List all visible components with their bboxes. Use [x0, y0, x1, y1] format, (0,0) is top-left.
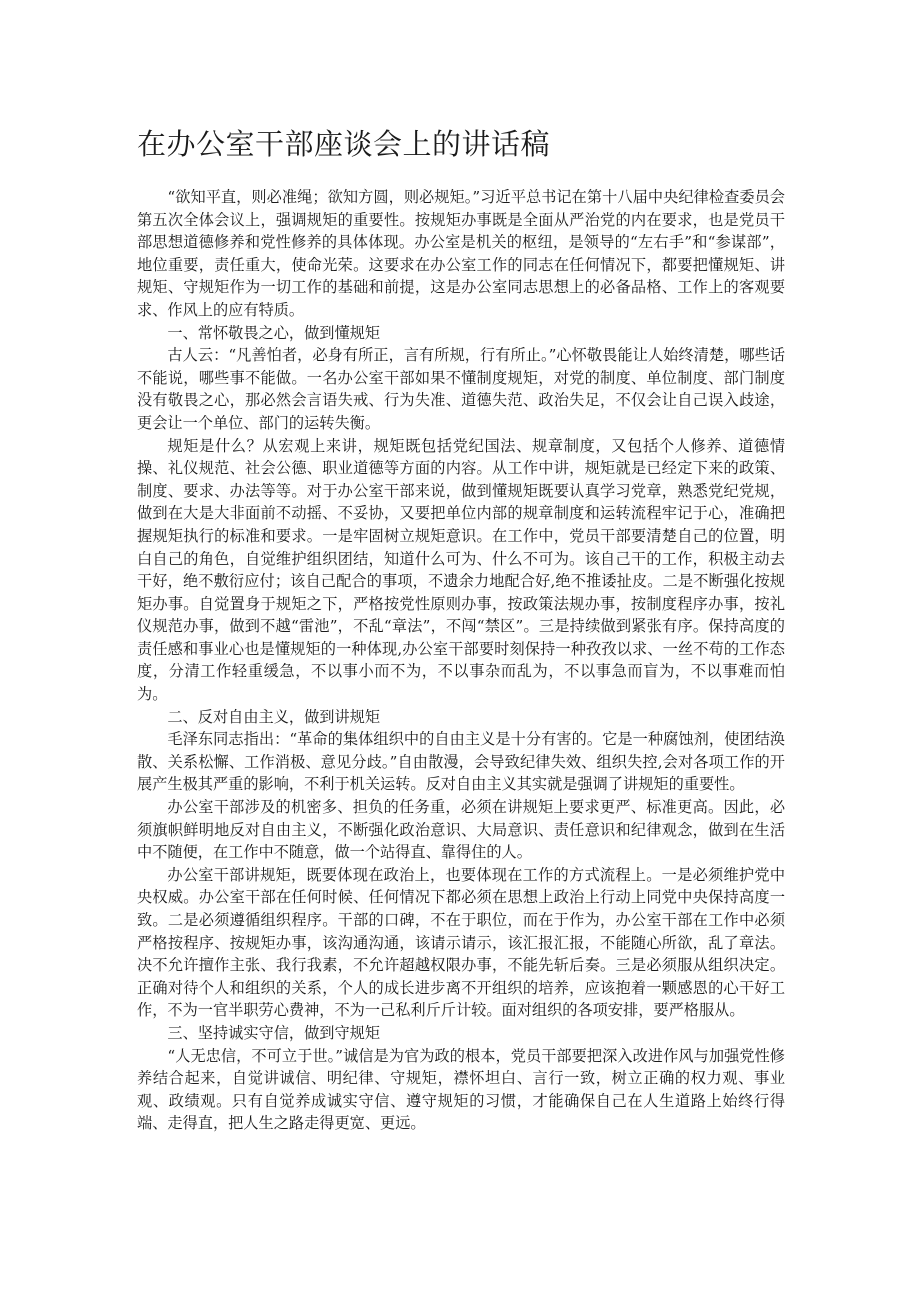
- body-paragraph: 办公室干部讲规矩，既要体现在政治上，也要体现在工作的方式流程上。一是必须维护党中央权威。办公室干部在任何时候、任何情况下都必须在思想上政治上行动上同党中央保持高度一致。二是必须遵循组织程序。干部的口碑，不在于职位，而在于作为，办公室干部在工作中必须严格按程序、按规矩办事，该沟通沟通，该请示请示，该汇报汇报，不能随心所欲，乱了章法。决不允许擅作主张、我行我素，不允许超越权限办事，不能先斩后奏。三是必须服从组织决定。正确对待个人和组织的关系，个人的成长进步离不开组织的培养，应该抱着一颗感恩的心干好工作，不为一官半职劳心费神，不为一己私利斤斤计较。面对组织的各项安排，要严格服从。: [137, 865, 785, 1020]
- document-page: [137, 124, 785, 1135]
- section-heading-3: 三、坚持诚实守信，做到守规矩: [167, 1023, 381, 1042]
- body-paragraph: 规矩是什么？从宏观上来讲，规矩既包括党纪国法、规章制度，又包括个人修养、道德情操、礼仪规范、社会公德、职业道德等方面的内容。从工作中讲，规矩就是已经定下来的政策、制度、要求、办法等等。对于办公室干部来说，做到懂规矩既要认真学习党章，熟悉党纪党规，做到在大是大非面前不动摇、不妥协，又要把单位内部的规章制度和运转流程牢记于心，准确把握规矩执行的标准和要求。一是牢固树立规矩意识。在工作中，党员干部要清楚自己的位置，明白自己的角色，自觉维护组织团结，知道什么可为、什么不可为。该自己干的工作，积极主动去干好，绝不敷衍应付；该自己配合的事项，不遗余力地配合好,绝不推诿扯皮。二是不断强化按规矩办事。自觉置身于规矩之下，严格按党性原则办事，按政策法规办事，按制度程序办事，按礼仪规范办事，做到不越“雷池”，不乱“章法”，不闯“禁区”。三是持续做到紧张有序。保持高度的责任感和事业心也是懂规矩的一种体现,办公室干部要时刻保持一种孜孜以求、一丝不苟的工作态度，分清工作轻重缓急，不以事小而不为，不以事杂而乱为，不以事急而盲为，不以事难而怕为。: [137, 436, 785, 704]
- body-paragraph: 办公室干部涉及的机密多、担负的任务重，必须在讲规矩上要求更严、标准更高。因此，必须旗帜鲜明地反对自由主义，不断强化政治意识、大局意识、责任意识和纪律观念，做到在生活中不随便，在工作中不随意，做一个站得直、靠得住的人。: [137, 798, 785, 862]
- body-paragraph: 古人云：“凡善怕者，必身有所正，言有所规，行有所止。”心怀敬畏能让人始终清楚，哪些话不能说，哪些事不能做。一名办公室干部如果不懂制度规矩，对党的制度、单位制度、部门制度没有敬畏之心，那必然会言语失戒、行为失准、道德失范、政治失足，不仅会让自己误入歧途，更会让一个单位、部门的运转失衡。: [137, 346, 785, 432]
- section-heading-1: 一、常怀敬畏之心，做到懂规矩: [167, 323, 381, 342]
- section-heading-2: 二、反对自由主义，做到讲规矩: [167, 707, 381, 726]
- document-title: 在办公室干部座谈会上的讲话稿: [137, 127, 551, 161]
- intro-paragraph: “欲知平直，则必准绳；欲知方圆，则必规矩。”习近平总书记在第十八届中央纪律检查委员会第五次全体会议上，强调规矩的重要性。按规矩办事既是全面从严治党的内在要求，也是党员干部思想道德修养和党性修养的具体体现。办公室是机关的枢纽，是领导的“左右手”和“参谋部”，地位重要，责任重大，使命光荣。这要求在办公室工作的同志在任何情况下，都要把懂规矩、讲规矩、守规矩作为一切工作的基础和前提，这是办公室同志思想上的必备品格、工作上的客观要求、作风上的应有特质。: [137, 188, 785, 319]
- body-paragraph: 毛泽东同志指出：“革命的集体组织中的自由主义是十分有害的。它是一种腐蚀剂，使团结涣散、关系松懈、工作消极、意见分歧。”自由散漫，会导致纪律失效、组织失控,会对各项工作的开展产生极其严重的影响，不利于机关运转。反对自由主义其实就是强调了讲规矩的重要性。: [137, 730, 785, 794]
- body-paragraph: “人无忠信，不可立于世。”诚信是为官为政的根本，党员干部要把深入改进作风与加强党性修养结合起来，自觉讲诚信、明纪律、守规矩，襟怀坦白、言行一致，树立正确的权力观、事业观、政绩观。只有自觉养成诚实守信、遵守规矩的习惯，才能确保自己在人生道路上始终行得端、走得直，把人生之路走得更宽、更远。: [137, 1046, 785, 1133]
